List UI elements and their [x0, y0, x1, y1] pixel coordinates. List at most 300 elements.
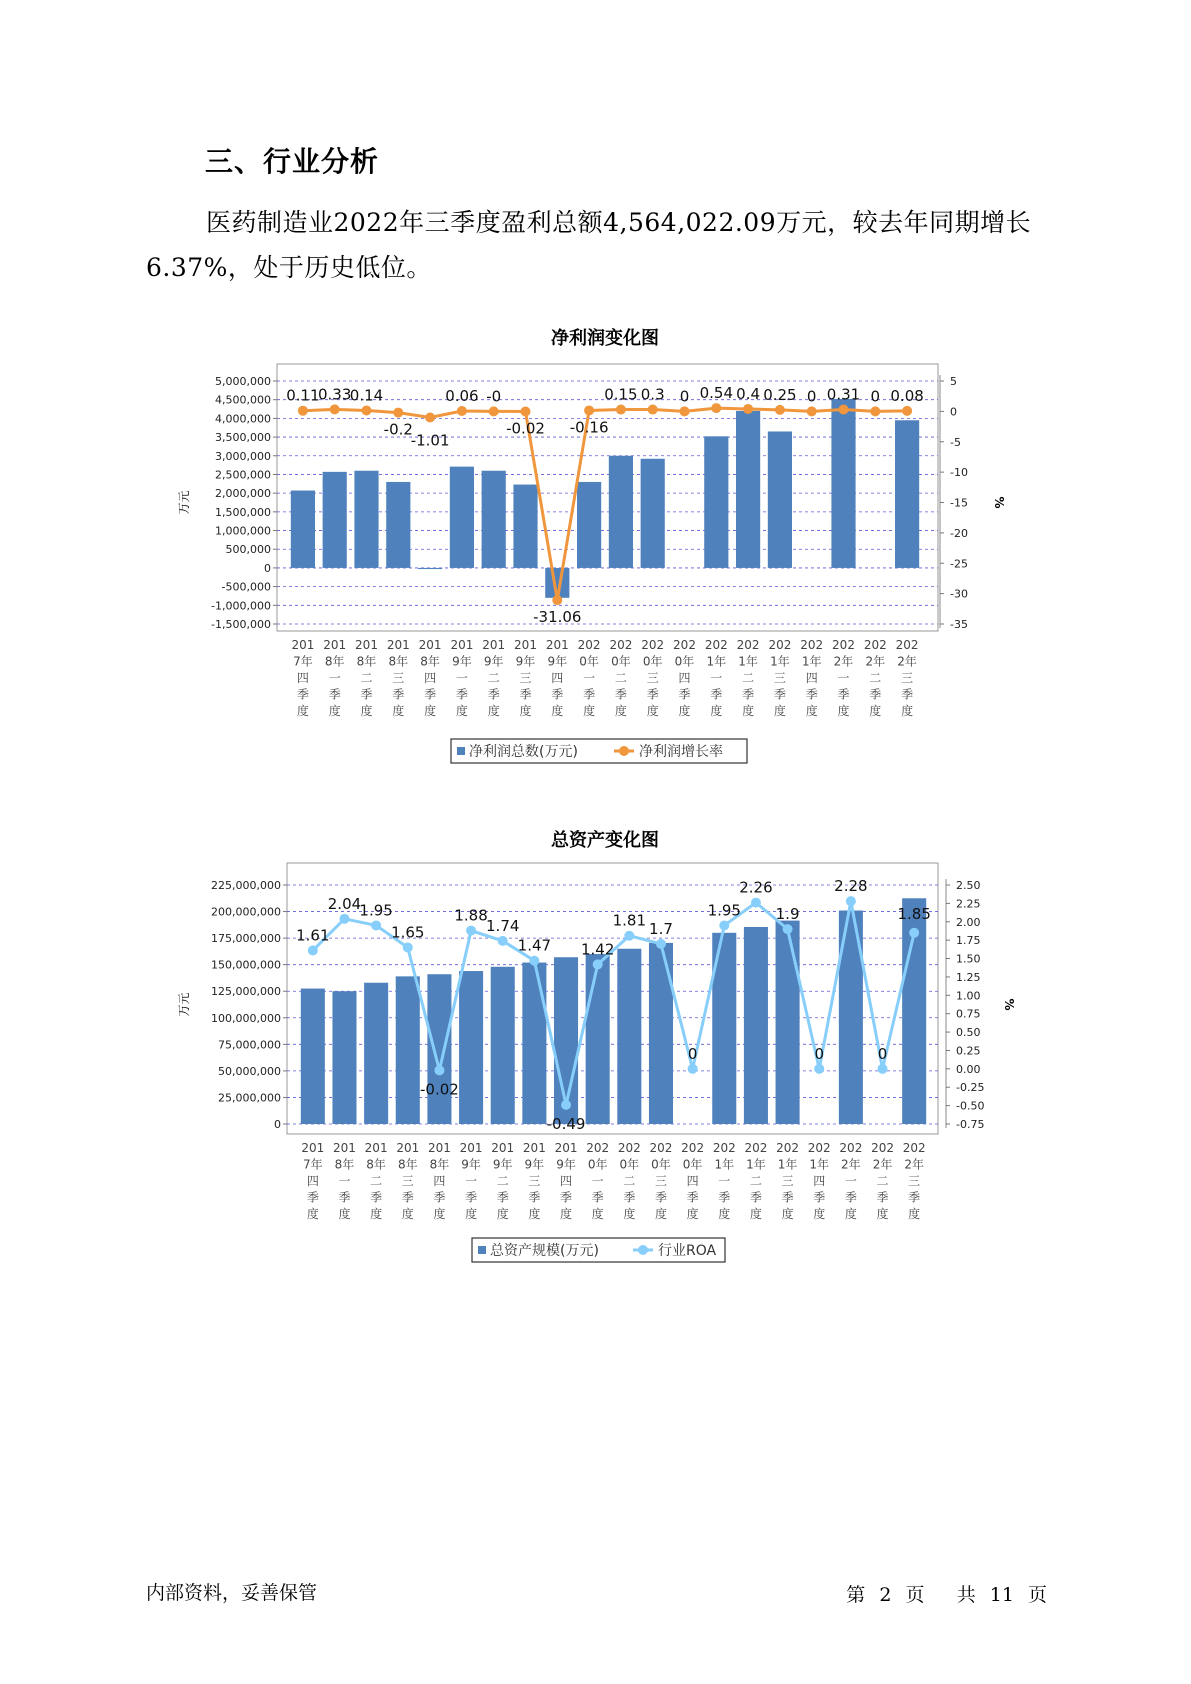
- chart1-x-tick-label: 201: [355, 638, 378, 652]
- chart2-x-tick-label: 201: [491, 1141, 515, 1155]
- chart2-x-tick-label: 度: [528, 1207, 541, 1221]
- chart2-line-point: [878, 1064, 888, 1074]
- chart2-x-tick-label: 202: [776, 1141, 800, 1155]
- chart2-data-label: 1.7: [649, 919, 673, 938]
- chart1-x-tick-label: 四: [424, 671, 437, 685]
- chart1-x-tick-label: 度: [869, 704, 882, 718]
- chart2-x-tick-label: 度: [591, 1207, 604, 1221]
- chart2-data-label: 2.26: [739, 878, 773, 897]
- chart2-y2-tick-label: 2.50: [956, 879, 981, 892]
- chart1-x-tick-label: 0年: [642, 654, 663, 669]
- chart1-x-tick-label: 季: [678, 687, 691, 702]
- chart1-x-tick-label: 季: [869, 687, 882, 702]
- chart1-data-label: 0: [806, 387, 817, 406]
- chart1-x-tick-label: 度: [487, 704, 500, 718]
- chart1-line-point: [616, 405, 626, 415]
- chart2-bar: [427, 974, 451, 1124]
- chart1-x-tick-label: 季: [710, 687, 723, 702]
- chart2-bar: [396, 976, 420, 1124]
- chart2-line-point: [719, 920, 729, 930]
- chart2-x-tick-label: 季: [401, 1190, 414, 1205]
- chart1-x-tick-label: 季: [805, 687, 818, 702]
- chart1-data-label: 0.4: [736, 384, 761, 403]
- chart1-x-tick-label: 度: [424, 704, 437, 718]
- chart1-x-tick-label: 季: [328, 687, 341, 702]
- chart2-x-tick-label: 201: [427, 1141, 451, 1155]
- chart2-y-tick-label: 175,000,000: [211, 932, 281, 946]
- chart1-x-tick-label: 二: [614, 671, 627, 685]
- chart2-x-tick-label: 二: [749, 1174, 762, 1188]
- chart2-y-tick-label: 200,000,000: [211, 905, 281, 919]
- chart2-x-tick-label: 8年: [334, 1157, 355, 1172]
- chart1-bar: [418, 568, 442, 569]
- chart2-data-label: 2.04: [327, 894, 362, 913]
- chart1-x-tick-label: 7年: [293, 654, 313, 669]
- chart2-x-tick-label: 季: [528, 1190, 541, 1205]
- page-current: 2: [879, 1584, 892, 1606]
- chart2-x-tick-label: 202: [617, 1141, 641, 1155]
- chart2-x-tick-label: 季: [686, 1190, 699, 1205]
- chart2-y2-axis-title: %: [1002, 998, 1016, 1011]
- chart1-x-tick-label: 二: [869, 671, 882, 685]
- chart2-y-tick-label: 0: [274, 1118, 281, 1131]
- chart1-line-point: [584, 405, 594, 415]
- chart1-x-tick-label: 9年: [483, 654, 504, 669]
- chart1-y2-tick-label: -25: [950, 557, 968, 571]
- chart2-line-point: [751, 898, 761, 908]
- chart1-x-tick-label: 度: [360, 704, 373, 718]
- chart1-x-tick-label: 三: [646, 671, 659, 685]
- chart2-line-point: [308, 945, 318, 955]
- chart1-x-tick-label: 季: [551, 687, 564, 702]
- chart2-x-tick-label: 201: [396, 1141, 420, 1155]
- chart1-x-tick-label: 度: [551, 704, 564, 718]
- chart2-line-point: [403, 943, 413, 953]
- chart2-x-tick-label: 季: [465, 1190, 478, 1205]
- chart2-legend-bar-label: 总资产规模(万元): [490, 1243, 599, 1259]
- chart1-bar: [386, 482, 410, 568]
- chart1-x-tick-label: 度: [328, 704, 341, 718]
- chart1-x-tick-label: 度: [614, 704, 627, 718]
- chart2-line-point: [814, 1064, 824, 1074]
- chart2-data-label: 1.42: [580, 940, 615, 959]
- chart2-x-tick-label: 四: [433, 1174, 446, 1188]
- chart1-x-tick-label: 四: [678, 671, 691, 685]
- chart1-bar: [577, 482, 601, 568]
- chart1-x-tick-label: 季: [614, 687, 627, 702]
- chart2-x-tick-label: 7年: [303, 1157, 323, 1172]
- chart2-bar: [649, 943, 673, 1124]
- chart1-y2-tick-label: -30: [950, 587, 968, 601]
- chart1-x-tick-label: 2年: [865, 654, 886, 669]
- chart1-data-label: -0.16: [569, 418, 609, 437]
- chart1-x-tick-label: 201: [386, 638, 410, 652]
- chart2-x-tick-label: 度: [781, 1207, 794, 1221]
- chart2-y2-tick-label: 1.75: [956, 934, 981, 948]
- chart1-x-tick-label: 202: [736, 638, 760, 652]
- chart2-line-point: [624, 931, 634, 941]
- chart2-x-tick-label: 季: [718, 1190, 731, 1205]
- chart2-data-label: 2.28: [834, 877, 868, 896]
- chart1-y-tick-label: 3,500,000: [215, 431, 271, 445]
- chart1-x-tick-label: 2年: [833, 654, 854, 669]
- chart2-x-tick-label: 季: [306, 1190, 319, 1205]
- chart2-line-point: [846, 896, 856, 906]
- summary-paragraph: 医药制造业2022年三季度盈利总额4,564,022.09万元，较去年同期增长6.37%，处于历史低位。: [146, 208, 1032, 282]
- chart1-y2-tick-label: 5: [950, 375, 957, 388]
- chart1-legend-bar-label: 净利润总数(万元): [469, 744, 578, 760]
- chart1-x-tick-label: 度: [583, 704, 596, 718]
- chart2-line-point: [371, 920, 381, 930]
- chart2-line-point: [909, 928, 919, 938]
- chart2-x-tick-label: 季: [749, 1190, 762, 1205]
- chart1-x-tick-label: 度: [773, 704, 786, 718]
- chart2-line-point: [498, 936, 508, 946]
- chart2-x-tick-label: 二: [623, 1174, 636, 1188]
- chart2-y2-tick-label: -0.50: [956, 1099, 985, 1113]
- chart1-y-tick-label: 4,500,000: [215, 393, 271, 407]
- chart2-x-tick-label: 季: [876, 1190, 889, 1205]
- chart1-bar: [736, 411, 760, 568]
- chart2-bar: [744, 927, 768, 1124]
- chart1-data-label: -0: [486, 387, 502, 406]
- chart1-bar: [291, 491, 315, 568]
- chart1-x-tick-label: 度: [837, 704, 850, 718]
- chart1-x-tick-label: 一: [328, 671, 341, 685]
- chart1-x-tick-label: 1年: [770, 654, 790, 669]
- chart1-y-tick-label: 500,000: [225, 543, 271, 557]
- chart1-x-tick-label: 8年: [388, 654, 409, 669]
- chart1-line-point: [743, 404, 753, 414]
- chart2-x-tick-label: 四: [560, 1174, 573, 1188]
- chart2-data-label: 1.65: [391, 923, 425, 942]
- chart1-x-tick-label: 202: [863, 638, 887, 652]
- page-label-1: 第: [846, 1584, 866, 1606]
- chart1-y2-tick-label: -35: [950, 618, 968, 631]
- chart2-x-tick-label: 202: [807, 1141, 831, 1155]
- chart1-x-tick-label: 201: [482, 638, 506, 652]
- chart1-x-tick-label: 二: [742, 671, 755, 685]
- chart2-x-tick-label: 度: [908, 1207, 921, 1221]
- chart2-x-tick-label: 8年: [429, 1157, 450, 1172]
- chart1-x-tick-label: 202: [641, 638, 665, 652]
- chart2-x-tick-label: 一: [338, 1174, 351, 1188]
- chart2-x-tick-label: 1年: [714, 1157, 735, 1172]
- chart2-x-tick-label: 0年: [619, 1157, 640, 1172]
- chart1-data-label: 0: [870, 387, 881, 406]
- chart2-x-tick-label: 202: [744, 1141, 768, 1155]
- chart1-bar: [704, 436, 728, 568]
- chart1-x-tick-label: 季: [646, 687, 659, 702]
- chart2-x-tick-label: 季: [781, 1190, 794, 1205]
- chart1-x-tick-label: 一: [583, 671, 596, 685]
- chart1-x-tick-label: 三: [773, 671, 786, 685]
- section-title: 三、行业分析: [205, 145, 380, 178]
- chart2-x-tick-label: 9年: [461, 1157, 481, 1172]
- chart1-y-tick-label: 1,000,000: [215, 524, 271, 538]
- chart1-data-label: -0.2: [383, 420, 413, 439]
- chart2-x-tick-label: 度: [338, 1207, 351, 1221]
- chart1-data-label: 0.14: [349, 386, 384, 405]
- chart2-bar: [617, 949, 641, 1124]
- chart1-x-tick-label: 季: [519, 687, 532, 702]
- chart2-y2-tick-label: 1.25: [956, 970, 981, 984]
- total-label: 共: [956, 1584, 976, 1606]
- chart1-x-tick-label: 季: [296, 687, 309, 702]
- chart1-x-tick-label: 201: [450, 638, 474, 652]
- chart2-line-point: [688, 1064, 698, 1074]
- chart2-x-tick-label: 四: [306, 1174, 319, 1188]
- chart2-x-tick-label: 201: [522, 1141, 546, 1155]
- chart2-x-tick-label: 度: [876, 1207, 889, 1221]
- chart1-x-tick-label: 度: [296, 704, 309, 718]
- chart1-data-label: 0.31: [826, 385, 861, 404]
- chart2-x-tick-label: 一: [591, 1174, 604, 1188]
- chart2-x-tick-label: 一: [718, 1174, 731, 1188]
- chart1-data-label: 0.15: [604, 385, 638, 404]
- chart2-bar: [364, 983, 388, 1124]
- chart1-data-label: 0: [679, 387, 690, 406]
- chart2-x-tick-label: 三: [908, 1174, 921, 1188]
- chart2-x-tick-label: 202: [902, 1141, 926, 1155]
- chart2-x-tick-label: 9年: [556, 1157, 576, 1172]
- chart1-x-tick-label: 201: [291, 638, 315, 652]
- chart1-y2-tick-label: -10: [950, 466, 968, 480]
- chart2-bar: [491, 967, 515, 1124]
- chart2-legend-bar-swatch: [478, 1246, 486, 1254]
- chart2-data-label: 1.88: [454, 906, 488, 925]
- chart1-y2-axis-title: %: [992, 496, 1006, 509]
- chart2-y2-tick-label: -0.75: [956, 1118, 985, 1131]
- chart1-x-tick-label: 9年: [547, 654, 568, 669]
- chart2-x-tick-label: 202: [871, 1141, 894, 1155]
- chart1-x-tick-label: 二: [487, 671, 500, 685]
- chart1-x-tick-label: 1年: [706, 654, 727, 669]
- chart2-data-label: 1.74: [486, 916, 520, 935]
- chart1-data-label: -1.01: [410, 431, 450, 450]
- chart2-line-point: [783, 924, 793, 934]
- chart2-x-tick-label: 季: [844, 1190, 857, 1205]
- chart1-y-tick-label: 1,500,000: [215, 505, 271, 519]
- chart1-x-tick-label: 度: [455, 704, 468, 718]
- chart1-x-tick-label: 度: [519, 704, 532, 718]
- chart1-line-point: [648, 405, 658, 415]
- chart1-y2-tick-label: -20: [950, 526, 968, 540]
- chart1-x-tick-label: 1年: [801, 654, 822, 669]
- chart2-x-tick-label: 度: [718, 1207, 731, 1221]
- chart1-data-label: 0.06: [445, 387, 479, 406]
- chart2-x-tick-label: 一: [844, 1174, 857, 1188]
- chart1-y-tick-label: 2,500,000: [215, 468, 271, 482]
- chart2-x-tick-label: 季: [908, 1190, 921, 1205]
- chart2-data-label: 0: [814, 1044, 824, 1063]
- chart1-legend-line-marker: [619, 746, 629, 756]
- chart1-x-tick-label: 1年: [738, 654, 758, 669]
- chart2-x-tick-label: 2年: [904, 1157, 924, 1172]
- chart1-x-tick-label: 201: [323, 638, 347, 652]
- chart2-x-tick-label: 1年: [777, 1157, 798, 1172]
- chart2-x-tick-label: 201: [301, 1141, 325, 1155]
- chart1-x-tick-label: 度: [901, 704, 914, 718]
- chart2-y2-tick-label: 0.50: [956, 1026, 981, 1040]
- chart1-x-tick-label: 度: [742, 704, 755, 718]
- chart1-line-point: [807, 406, 817, 416]
- chart2-y-tick-label: 225,000,000: [211, 879, 281, 892]
- chart1-title: 净利润变化图: [551, 328, 659, 349]
- chart2-bar: [301, 989, 325, 1124]
- chart1-x-tick-label: 季: [392, 687, 405, 702]
- chart1-data-label: 0.33: [317, 385, 352, 404]
- chart1-data-label: 0.25: [763, 385, 797, 404]
- chart1-line-point: [680, 406, 690, 416]
- chart2-x-tick-label: 三: [781, 1174, 794, 1188]
- chart1-line-point: [521, 406, 531, 416]
- chart1-x-tick-label: 8年: [324, 654, 345, 669]
- chart2-x-tick-label: 度: [654, 1207, 667, 1221]
- chart2-x-tick-label: 季: [560, 1190, 573, 1205]
- chart2-x-tick-label: 201: [554, 1141, 578, 1155]
- chart1-data-label: 0.3: [640, 385, 665, 404]
- chart2-y-tick-label: 75,000,000: [218, 1038, 281, 1052]
- chart2-y-tick-label: 150,000,000: [211, 958, 281, 972]
- chart1-y-tick-label: -500,000: [221, 580, 271, 594]
- chart2-x-tick-label: 度: [370, 1207, 383, 1221]
- chart2-x-tick-label: 8年: [397, 1157, 418, 1172]
- chart1-x-tick-label: 9年: [452, 654, 472, 669]
- chart1-bar: [513, 485, 537, 568]
- chart1-data-label: -31.06: [533, 608, 582, 627]
- chart1-x-tick-label: 三: [392, 671, 405, 685]
- chart1-x-tick-label: 度: [646, 704, 659, 718]
- chart2-x-tick-label: 度: [496, 1207, 509, 1221]
- chart1-x-tick-label: 202: [832, 638, 855, 652]
- chart1-x-tick-label: 0年: [579, 654, 599, 669]
- chart2-x-tick-label: 2年: [841, 1157, 861, 1172]
- chart1-x-tick-label: 202: [577, 638, 601, 652]
- chart1-y-tick-label: 4,000,000: [215, 412, 271, 426]
- chart2-x-tick-label: 二: [496, 1174, 509, 1188]
- chart1-bar: [482, 471, 506, 568]
- chart2-x-tick-label: 度: [686, 1207, 699, 1221]
- chart2-x-tick-label: 1年: [809, 1157, 830, 1172]
- chart2-y2-tick-label: 2.00: [956, 915, 981, 929]
- chart2-x-tick-label: 二: [370, 1174, 383, 1188]
- chart2-x-tick-label: 202: [839, 1141, 863, 1155]
- chart1-legend-line-label: 净利润增长率: [639, 744, 723, 760]
- chart1-x-tick-label: 季: [837, 687, 850, 702]
- chart1-x-tick-label: 8年: [356, 654, 377, 669]
- chart1-y-tick-label: 0: [264, 561, 271, 575]
- chart2-x-tick-label: 度: [749, 1207, 762, 1221]
- chart2-y2-tick-label: 0.75: [956, 1007, 981, 1021]
- chart2-bar: [586, 954, 610, 1124]
- chart2-x-tick-label: 201: [459, 1141, 483, 1155]
- chart2-x-tick-label: 201: [333, 1141, 356, 1155]
- chart1-line-point: [552, 595, 562, 605]
- chart1-x-tick-label: 季: [360, 687, 373, 702]
- chart1-line-point: [839, 404, 849, 414]
- chart2-x-tick-label: 度: [844, 1207, 857, 1221]
- chart2-x-tick-label: 四: [686, 1174, 699, 1188]
- chart1-x-tick-label: 季: [742, 687, 755, 702]
- chart1-x-tick-label: 一: [837, 671, 850, 685]
- chart2-x-tick-label: 202: [649, 1141, 673, 1155]
- chart2-y-tick-label: 50,000,000: [218, 1064, 281, 1078]
- chart2-x-tick-label: 度: [623, 1207, 636, 1221]
- chart2-x-tick-label: 度: [433, 1207, 446, 1221]
- chart1-y-tick-label: 5,000,000: [215, 375, 271, 388]
- chart2-data-label: -0.02: [420, 1080, 459, 1099]
- chart2-data-label: 0: [687, 1044, 698, 1063]
- page-total: 11: [989, 1584, 1014, 1606]
- chart2-x-tick-label: 三: [654, 1174, 667, 1188]
- chart1-x-tick-label: 201: [418, 638, 442, 652]
- chart2-y-tick-label: 25,000,000: [218, 1091, 281, 1105]
- chart1-line-point: [362, 406, 372, 416]
- footer-note: 内部资料，妥善保管: [146, 1582, 318, 1604]
- chart1-x-tick-label: 一: [710, 671, 723, 685]
- chart1-bar: [895, 420, 919, 568]
- chart1-x-tick-label: 度: [392, 704, 405, 718]
- chart2-bar: [776, 921, 800, 1124]
- chart2-x-tick-label: 三: [528, 1174, 541, 1188]
- chart2-data-label: 1.61: [296, 926, 330, 945]
- page-number: [842, 1580, 1051, 1607]
- chart2-x-tick-label: 季: [813, 1190, 826, 1205]
- chart2-x-tick-label: 季: [591, 1190, 604, 1205]
- chart1-x-tick-label: 度: [710, 704, 723, 718]
- chart2-x-tick-label: 度: [401, 1207, 414, 1221]
- chart1-line-point: [393, 408, 403, 418]
- chart1-x-tick-label: 一: [455, 671, 468, 685]
- chart1-x-tick-label: 三: [901, 671, 914, 685]
- chart2-line-point: [339, 914, 349, 924]
- chart2-x-tick-label: 季: [370, 1190, 383, 1205]
- chart2-x-tick-label: 度: [813, 1207, 826, 1221]
- chart1-x-tick-label: 8年: [420, 654, 440, 669]
- chart2-x-tick-label: 季: [338, 1190, 351, 1205]
- chart1-x-tick-label: 202: [609, 638, 633, 652]
- chart1-line-point: [711, 403, 721, 413]
- chart2-x-tick-label: 三: [401, 1174, 414, 1188]
- chart1-x-tick-label: 202: [800, 638, 824, 652]
- chart2-line-point: [434, 1065, 444, 1075]
- chart1-x-tick-label: 202: [895, 638, 919, 652]
- chart1-x-tick-label: 0年: [674, 654, 695, 669]
- chart1-y-axis-title: 万元: [177, 490, 191, 515]
- chart2-y-tick-label: 100,000,000: [211, 1011, 281, 1025]
- chart2-data-label: 1.85: [897, 904, 931, 923]
- chart2-x-tick-label: 0年: [651, 1157, 671, 1172]
- chart2-data-label: 1.81: [612, 911, 647, 930]
- chart2-x-tick-label: 2年: [872, 1157, 893, 1172]
- chart1-x-tick-label: 四: [805, 671, 818, 685]
- chart2-line-point: [529, 956, 539, 966]
- chart2-x-tick-label: 202: [681, 1141, 705, 1155]
- chart1-line-point: [457, 406, 467, 416]
- chart2-x-tick-label: 202: [712, 1141, 736, 1155]
- chart1-line-point: [775, 405, 785, 415]
- chart1-y2-tick-label: -5: [950, 435, 961, 449]
- chart2-y-tick-label: 125,000,000: [211, 985, 281, 999]
- chart2-y2-tick-label: 0.25: [956, 1044, 981, 1058]
- chart2-legend-line-label: 行业ROA: [658, 1243, 717, 1259]
- chart2-data-label: 1.9: [775, 905, 800, 924]
- chart2-y-axis-title: 万元: [177, 992, 191, 1017]
- chart1-x-tick-label: 四: [296, 671, 309, 685]
- chart2-line-point: [656, 939, 666, 949]
- chart2-x-tick-label: 度: [465, 1207, 478, 1221]
